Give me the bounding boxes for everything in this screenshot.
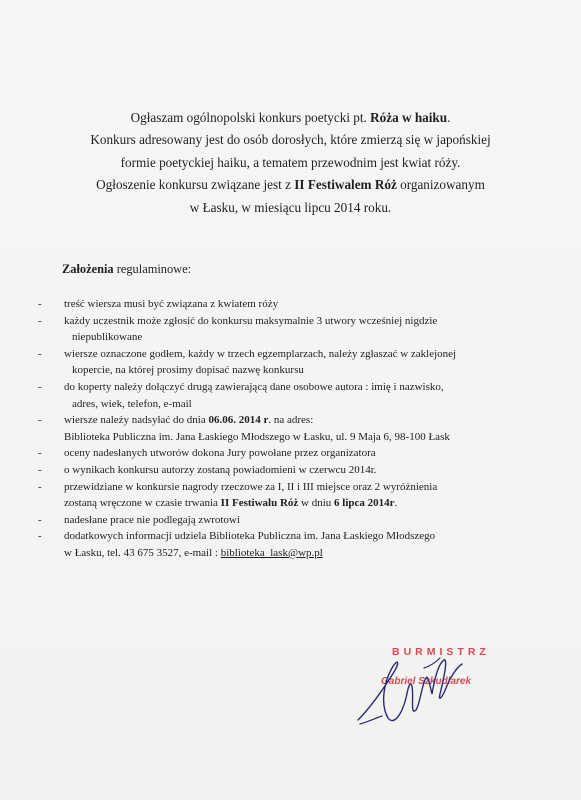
bullet-dash: - — [38, 347, 42, 360]
rules-heading-bold: Założenia — [62, 262, 114, 276]
rule-text-continued: adres, wiek, telefon, e-mail — [72, 397, 192, 410]
rule-text-continued: niepublikowane — [72, 331, 143, 344]
rule-item — [38, 479, 538, 512]
intro-line-4-end: organizowanym — [396, 177, 485, 193]
handwritten-signature — [340, 638, 480, 738]
rules-list — [38, 296, 538, 562]
rule-text-continued: kopercie, na której prosimy dopisać nazwę konkursu — [72, 364, 304, 377]
festival-name-bold: II Festiwalu Róż — [220, 497, 299, 510]
contact-line — [64, 545, 538, 562]
mayor-stamp-name: Gabriel Szkudlarek — [381, 676, 472, 687]
bullet-dash: - — [38, 513, 42, 526]
rule-text: treść wiersza musi być związana z kwiatem róży — [64, 298, 279, 310]
rule-item — [38, 512, 538, 529]
rule-text: nadesłane prace nie podlegają zwrotowi — [64, 513, 240, 526]
mayor-stamp-title: BURMISTRZ — [392, 646, 490, 658]
rules-heading — [62, 262, 191, 277]
intro-line-4-text: Ogłoszenie konkursu związane jest z — [96, 177, 295, 193]
email-link[interactable]: biblioteka_lask@wp.pl — [220, 546, 323, 559]
rule-item — [38, 346, 538, 379]
announcement-intro — [60, 107, 521, 219]
festival-name: II Festiwalem Róż — [294, 177, 397, 193]
award-text-mid: w dniu — [298, 497, 335, 510]
rule-text: dodatkowych informacji udziela Biblioteka Publiczna im. Jana Łaskiego Młodszego — [64, 530, 436, 543]
rule-text: do koperty należy dołączyć drugą zawierającą dane osobowe autora : imię i nazwisko, — [64, 380, 444, 393]
bullet-dash: - — [38, 380, 42, 393]
rule-text: przewidziane w konkursie nagrody rzeczowe za I, II i III miejsce oraz 2 wyróżnienia — [64, 480, 438, 493]
intro-line-1-text: Ogłaszam ogólnopolski konkurs poetycki pt. — [130, 110, 371, 125]
rule-item — [38, 445, 538, 462]
rule-item — [38, 379, 538, 412]
rule-text — [64, 412, 538, 429]
intro-line-2: Konkurs adresowany jest do osób dorosłych, które zmierzą się w japońskiej — [90, 132, 491, 148]
intro-line-1-end: . — [447, 110, 451, 125]
bullet-dash: - — [38, 480, 42, 493]
rule-text: oceny nadesłanych utworów dokona Jury powołane przez organizatora — [64, 447, 376, 460]
deadline-date: 06.06. 2014 r — [208, 414, 269, 427]
rule-text-continued — [64, 495, 538, 512]
rules-heading-rest: regulaminowe: — [113, 262, 192, 276]
award-text: zostaną wręczone w czasie trwania — [64, 497, 221, 510]
rule-text: o wynikach konkursu autorzy zostaną powiadomieni w czerwcu 2014r. — [64, 463, 377, 476]
bullet-dash: - — [38, 414, 42, 427]
intro-line-1 — [60, 107, 521, 129]
deadline-text: wiersze należy nadsyłać do dnia — [64, 414, 209, 427]
rule-item — [38, 313, 538, 346]
bullet-dash: - — [38, 530, 42, 543]
intro-line-4 — [60, 174, 521, 196]
rule-text: każdy uczestnik może zgłosić do konkursu maksymalnie 3 utwory wcześniej nigdzie — [64, 314, 438, 327]
bullet-dash: - — [38, 298, 42, 310]
deadline-text-end: . na adres: — [268, 414, 314, 427]
bullet-dash: - — [38, 463, 42, 476]
intro-line-5: w Łasku, w miesiącu lipcu 2014 roku. — [189, 199, 392, 215]
rule-item — [38, 296, 538, 313]
award-text-end: . — [394, 497, 398, 510]
rule-text: wiersze oznaczone godłem, każdy w trzech egzemplarzach, należy zgłaszać w zaklejonej — [64, 347, 457, 360]
bullet-dash: - — [38, 314, 42, 327]
bullet-dash: - — [38, 447, 42, 460]
rule-item — [38, 528, 538, 561]
rule-item — [38, 412, 538, 445]
contest-title: Róża w haiku — [370, 110, 448, 125]
award-date: 6 lipca 2014r — [334, 497, 395, 510]
library-address: Biblioteka Publiczna im. Jana Łaskiego Młodszego w Łasku, ul. 9 Maja 6, 98-100 Łask — [64, 430, 450, 443]
contact-text: w Łasku, tel. 43 675 3527, e-mail : — [64, 546, 221, 559]
intro-line-3: formie poetyckiej haiku, a tematem przewodnim jest kwiat róży. — [120, 154, 461, 170]
rule-item — [38, 462, 538, 479]
